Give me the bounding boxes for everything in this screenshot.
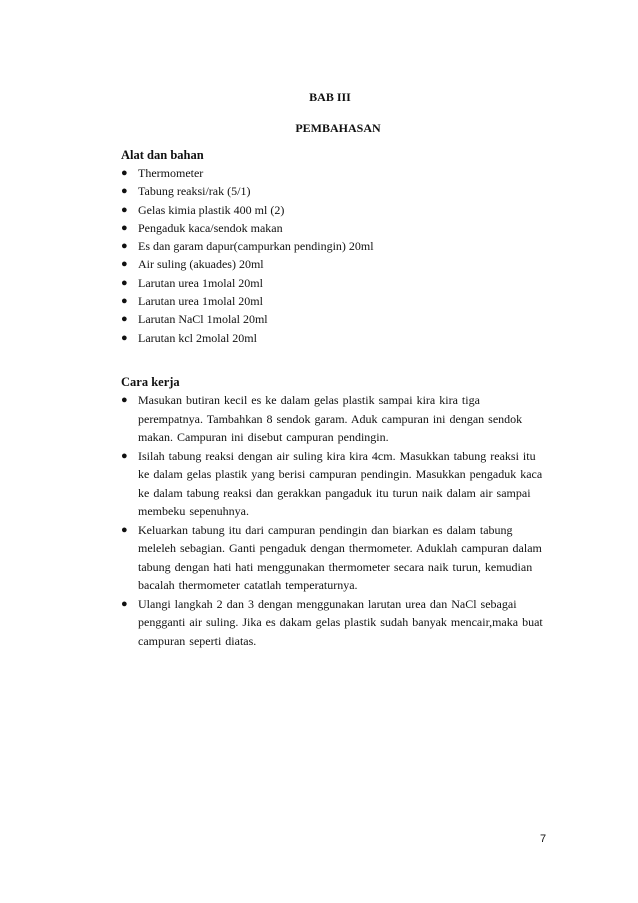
list-item [121, 219, 546, 237]
bullet-icon: ● [121, 523, 128, 536]
list-item-text: Tabung reaksi/rak (5/1) [138, 184, 251, 199]
list-item-text: Keluarkan tabung itu dari campuran pendingin dan biarkan es dalam tabung meleleh sebagian. Ganti pengaduk dengan thermometer. Aduklah campuran dalam tabung dengan hati hati menggunakan thermometer secara naik turun, kemudian bacalah thermometer catatlah temperaturnya. [138, 522, 542, 592]
list-item-text: Gelas kimia plastik 400 ml (2) [138, 202, 285, 217]
materials-heading: Alat dan bahan [121, 148, 204, 162]
chapter-title: BAB III [309, 90, 351, 104]
bullet-icon: ● [121, 394, 128, 406]
bullet-icon: ● [121, 258, 128, 271]
bullet-icon: ● [121, 597, 128, 610]
procedure-heading: Cara kerja [121, 375, 180, 389]
bullet-icon: ● [121, 167, 128, 179]
list-item-text: Larutan urea 1molal 20ml [138, 275, 263, 290]
page-number: 7 [540, 833, 547, 845]
bullet-icon: ● [121, 240, 128, 253]
list-item-text: Larutan urea 1molal 20ml [138, 294, 263, 309]
list-item [121, 237, 546, 255]
materials-list [121, 164, 546, 347]
procedure-section [121, 373, 546, 650]
bullet-icon: ● [121, 295, 128, 308]
procedure-list [121, 391, 546, 650]
list-item-text: Air suling (akuades) 20ml [138, 257, 264, 272]
bullet-icon: ● [121, 221, 128, 234]
list-item [121, 292, 546, 310]
materials-section [121, 146, 546, 347]
bullet-icon: ● [121, 331, 128, 344]
list-item [121, 255, 546, 273]
list-item [121, 329, 546, 347]
list-item-text: Es dan garam dapur(campurkan pendingin) 20ml [138, 239, 374, 254]
bullet-icon: ● [121, 276, 128, 289]
list-item-text: Isilah tabung reaksi dengan air suling kira kira 4cm. Masukkan tabung reaksi itu ke dalam gelas plastik yang berisi campuran pendingin. Masukkan pengaduk kaca ke dalam tabung reaksi dan gerakkan pangaduk itu turun naik dalam air sampai membeku sepenuhnya. [138, 448, 543, 518]
bullet-icon: ● [121, 185, 128, 198]
list-item [121, 201, 546, 219]
list-item [121, 391, 546, 447]
list-item-text: Thermometer [138, 166, 204, 180]
list-item [121, 182, 546, 200]
list-item [121, 164, 546, 182]
list-item-text: Ulangi langkah 2 dan 3 dengan menggunakan larutan urea dan NaCl sebagai pengganti air suling. Jika es dakam gelas plastik sudah banyak mencair,maka buat campuran seperti diatas. [138, 596, 543, 648]
bullet-icon: ● [121, 449, 128, 462]
list-item-text: Larutan NaCl 1molal 20ml [138, 312, 268, 327]
bullet-icon: ● [121, 203, 128, 216]
chapter-subtitle: PEMBAHASAN [295, 121, 381, 135]
list-item-text: Pengaduk kaca/sendok makan [138, 220, 283, 235]
list-item-text: Larutan kcl 2molal 20ml [138, 330, 257, 345]
list-item [121, 274, 546, 292]
list-item [121, 447, 546, 521]
list-item [121, 310, 546, 328]
bullet-icon: ● [121, 313, 128, 326]
list-item [121, 595, 546, 651]
list-item-text: Masukan butiran kecil es ke dalam gelas plastik sampai kira kira tiga perempatnya. Tambahkan 8 sendok garam. Aduk campuran ini dengan sendok makan. Campuran ini disebut campuran pendingin. [138, 393, 523, 444]
list-item [121, 521, 546, 595]
